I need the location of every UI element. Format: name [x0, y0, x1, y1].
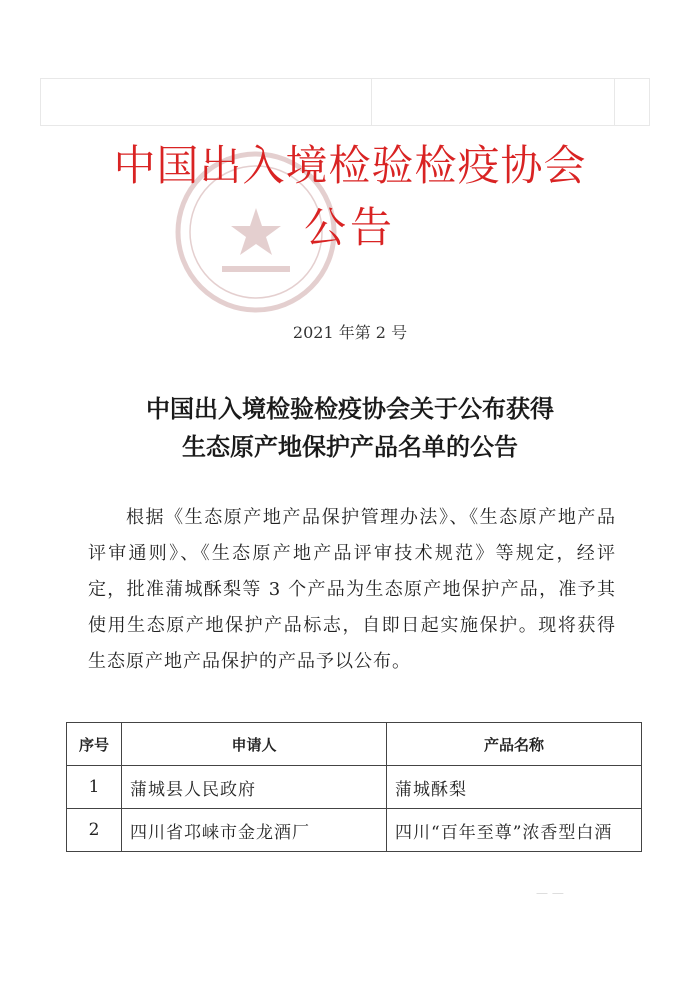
table-header-row	[67, 723, 642, 766]
notice-headline-line-1: 中国出入境检验检疫协会关于公布获得	[146, 395, 554, 423]
column-header-applicant: 申请人	[122, 723, 387, 766]
page-footer-mark: — —	[536, 886, 564, 900]
column-header-product: 产品名称	[387, 723, 642, 766]
row-product: 蒲城酥梨	[387, 766, 642, 809]
document-type-title: 公告	[303, 203, 396, 252]
row-number: 1	[67, 766, 122, 809]
row-applicant: 四川省邛崃市金龙酒厂	[122, 809, 387, 852]
product-list-table	[66, 722, 642, 852]
notice-headline-line-2: 生态原产地保护产品名单的公告	[182, 433, 518, 461]
row-number: 2	[67, 809, 122, 852]
table-row	[67, 809, 642, 852]
column-header-number: 序号	[67, 723, 122, 766]
table-row	[67, 766, 642, 809]
document-number: 2021 年第 2 号	[292, 323, 408, 342]
notice-body-paragraph: 根据《生态原产地产品保护管理办法》、《生态原产地产品评审通则》、《生态原产地产品评审技术规范》等规定，经评定，批准蒲城酥梨等 3 个产品为生态原产地保护产品，准予其使用生态原产地保护产品标志，自即日起实施保护。现将获得生态原产地产品保护的产品予以公布。	[88, 507, 616, 672]
row-product: 四川“百年至尊”浓香型白酒	[387, 809, 642, 852]
organization-title: 中国出入境检验检疫协会	[113, 141, 587, 190]
notice-headline	[0, 390, 700, 466]
row-applicant: 蒲城县人民政府	[122, 766, 387, 809]
